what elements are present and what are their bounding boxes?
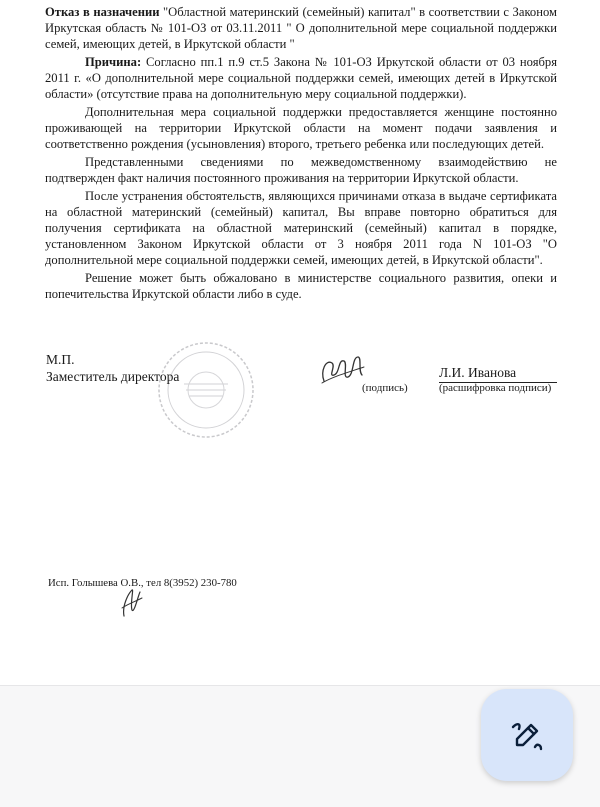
- signer-position: Заместитель директора: [46, 369, 180, 384]
- support-paragraph: Дополнительная мера социальной поддержки предоставляется женщине постоянно проживающей на территории Иркутской области на момент подачи заявления и соответственно рождения (усыновления) второго, третьего ребенка или последующих детей.: [45, 105, 557, 151]
- refusal-paragraph: [45, 4, 557, 52]
- pen-edit-icon: [509, 717, 545, 753]
- refusal-text: "Областной материнский (семейный) капитал" в соответствии с Законом Иркутская область № 101-ОЗ от 03.11.2011 " О дополнительной мере социальной поддержки семей, имеющих детей, в Иркутской области ": [45, 5, 557, 51]
- edit-fab-button[interactable]: [481, 689, 573, 781]
- reason-text: Согласно пп.1 п.9 ст.5 Закона № 101-ОЗ Иркутской области от 03 ноября 2011 г. «О дополнительной мере социальной поддержки семей, имеющих детей в Иркутской области» (отсутствие права на дополнительную меру социальной поддержки).: [45, 55, 557, 101]
- seal-placeholder: М.П.: [46, 352, 75, 367]
- signature-block: [46, 352, 566, 432]
- executor-initials-icon: [118, 586, 144, 620]
- residence-paragraph: Представленными сведениями по межведомственному взаимодействию не подтвержден факт наличия постоянного проживания на территории Иркутской области.: [45, 155, 557, 185]
- signer-name: Л.И. Иванова: [439, 365, 557, 383]
- appeal-paragraph: Решение может быть обжаловано в министерстве социального развития, опеки и попечительства Иркутской области либо в суде.: [45, 271, 557, 301]
- signature-label: (подпись): [362, 382, 408, 394]
- handwritten-signature-icon: [318, 353, 368, 387]
- reason-heading: Причина:: [85, 55, 142, 69]
- refusal-heading: Отказ в назначении: [45, 5, 160, 19]
- signature-decode-label: (расшифровка подписи): [439, 382, 552, 394]
- executor-contact: Исп. Голышева О.В., тел 8(3952) 230-780: [48, 577, 237, 589]
- document-body: [45, 4, 557, 304]
- reason-paragraph: [45, 54, 557, 102]
- reapply-paragraph: После устранения обстоятельств, являющихся причинами отказа в выдаче сертификата на областной материнский (семейный) капитал, Вы вправе повторно обратиться для получения сертификата на областной материнский (семейный) капитал в порядке, установленном Законом Иркутской области от 3 ноября 2011 года N 101-ОЗ "О дополнительной мере социальной поддержки семей, имеющих детей, в Иркутской области".: [45, 189, 557, 267]
